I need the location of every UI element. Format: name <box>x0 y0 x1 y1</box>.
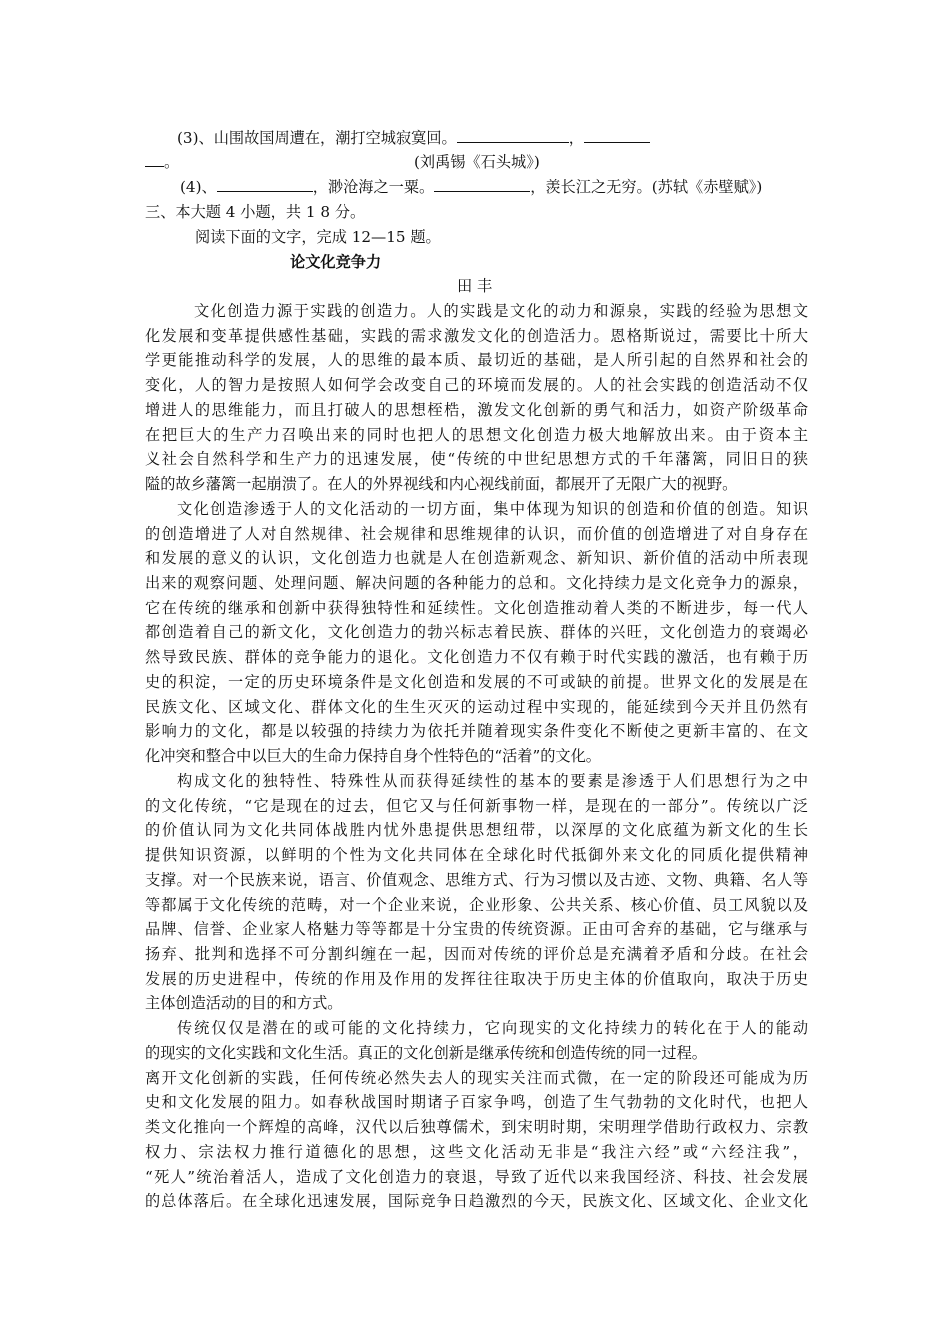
article-line: 主体创造活动的目的和方式。 <box>145 994 343 1012</box>
question-4-text-1: ，渺沧海之一粟。 <box>312 178 435 196</box>
article-line: 史和文化发展的阻力。如春秋战国时期诸子百家争鸣，创造了生气勃勃的文化时代，也把人 <box>145 1093 808 1111</box>
question-3-comma: ， <box>568 129 584 147</box>
article-line: 化发展和变革提供感性基础，实践的需求激发文化的创造活力。恩格斯说过，需要比十所大 <box>145 327 808 345</box>
article-line: 出来的观察问题、处理问题、解决问题的各种能力的总和。文化持续力是文化竞争力的源泉， <box>145 574 808 592</box>
article-line: 文化创造力源于实践的创造力。人的实践是文化的动力和源泉，实践的经验为思想文 <box>194 302 808 320</box>
article-author: 田 丰 <box>457 277 493 295</box>
article-line: 民族文化、区域文化、群体文化的生生灭灭的运动过程中实现的，能延续到今天并且仍然有 <box>145 698 808 716</box>
article-line: 都创造着自己的新文化，文化创造力的勃兴标志着民族、群体的兴旺，文化创造力的衰竭必 <box>145 623 808 641</box>
article-line: 文化创造渗透于人的文化活动的一切方面，集中体现为知识的创造和价值的创造。知识 <box>177 500 808 518</box>
article-line: 发展的历史进程中，传统的作用及作用的发挥往往取决于历史主体的价值取向，取决于历史 <box>145 970 808 988</box>
article-title: 论文化竞争力 <box>290 253 382 271</box>
article-line: 提供知识资源，以鲜明的个性为文化共同体在全球化时代抵御外来文化的同质化提供精神 <box>145 846 808 864</box>
answer-blank[interactable] <box>584 128 650 143</box>
article-line: 的价值认同为文化共同体战胜内忧外患提供思想纽带，以深厚的文化底蕴为新文化的生长 <box>145 821 808 839</box>
article-line: 传统仅仅是潜在的或可能的文化持续力，它向现实的文化持续力的转化在于人的能动 <box>177 1019 808 1037</box>
article-line: 等都属于文化传统的范畴，对一个企业来说，企业形象、公共关系、核心价值、员工风貌以及 <box>145 896 808 914</box>
article-line: 增进人的思维能力，而且打破人的思想桎梏，激发文化创新的勇气和活力，如资产阶级革命 <box>145 401 808 419</box>
section-heading: 三、本大题 4 小题，共 1 8 分。 <box>145 203 366 221</box>
article-line: 学更能推动科学的发展，人的思维的最本质、最切近的基础，是人所引起的自然界和社会的 <box>145 351 808 369</box>
article-line: 然导致民族、群体的竞争能力的退化。文化创造力不仅有赖于时代实践的激活，也有赖于历 <box>145 648 808 666</box>
article-line: 变化，人的智力是按照人如何学会改变自己的环境而发展的。人的社会实践的创造活动不仅 <box>145 376 808 394</box>
question-3-text: (3)、山围故国周遭在，潮打空城寂寞回。 <box>177 129 457 147</box>
question-3-line <box>177 128 650 148</box>
article-line: 类文化推向一个辉煌的高峰，汉代以后独尊儒术，到宋明时期，宋明理学借助行政权力、宗教 <box>145 1118 808 1136</box>
article-line: 的现实的文化实践和文化生活。真正的文化创新是继承传统和创造传统的同一过程。 <box>145 1044 707 1062</box>
article-line: 它在传统的继承和创新中获得独特性和延续性。文化创造推动着人类的不断进步，每一代人 <box>145 599 808 617</box>
article-line: 扬弃、批判和选择不可分割纠缠在一起，因而对传统的评价总是充满着矛盾和分歧。在社会 <box>145 945 808 963</box>
question-4-text-2: ，羡长江之无穷。(苏轼《赤壁赋》) <box>530 178 763 196</box>
article-line: 隘的故乡藩篱一起崩溃了。在人的外界视线和内心视线前面，都展开了无限广大的视野。 <box>145 475 738 493</box>
article-line: 权力、宗法权力推行道德化的思想，这些文化活动无非是“我注六经”或“六经注我”， <box>145 1143 808 1161</box>
article-line: 的文化传统，“它是现在的过去，但它又与任何新事物一样，是现在的一部分”。传统以广泛 <box>145 797 808 815</box>
article-line: 离开文化创新的实践，任何传统必然失去人的现实关注而式微，在一定的阶段还可能成为历 <box>145 1069 808 1087</box>
section-instruction: 阅读下面的文字，完成 12—15 题。 <box>195 228 441 246</box>
article-line: 史的积淀，一定的历史环境条件是文化创造和发展的不可或缺的前提。世界文化的发展是在 <box>145 673 808 691</box>
question-4-line <box>180 177 762 197</box>
article-line: 和发展的意义的认识，文化创造力也就是人在创造新观念、新知识、新价值的活动中所表现 <box>145 549 808 567</box>
answer-blank[interactable] <box>434 177 530 192</box>
answer-blank[interactable] <box>145 152 164 167</box>
article-line: 义社会自然科学和生产力的迅速发展，使“传统的中世纪思想方式的千年藩篱，同旧日的狭 <box>145 450 808 468</box>
article-line: 支撑。对一个民族来说，语言、价值观念、思维方式、行为习惯以及古迹、文物、典籍、名人等 <box>145 871 808 889</box>
article-line: “死人”统治着活人，造成了文化创造力的衰退，导致了近代以来我国经济、科技、社会发展 <box>145 1168 808 1186</box>
question-4-label: (4)、 <box>180 178 217 196</box>
question-3-continuation <box>145 152 179 172</box>
question-3-source: (刘禹锡《石头城》) <box>414 153 540 171</box>
article-line: 构成文化的独特性、特殊性从而获得延续性的基本的要素是渗透于人们思想行为之中 <box>177 772 808 790</box>
article-line: 的创造增进了人对自然规律、社会规律和思维规律的认识，而价值的创造增进了对自身存在 <box>145 525 808 543</box>
article-line: 影响力的文化，都是以较强的持续力为依托并随着现实条件变化不断使之更新丰富的、在文 <box>145 722 808 740</box>
article-line: 在把巨大的生产力召唤出来的同时也把人的思想文化创造力极大地解放出来。由于资本主 <box>145 426 808 444</box>
article-line: 化冲突和整合中以巨大的生命力保持自身个性特色的“活着”的文化。 <box>145 747 601 765</box>
question-3-end: 。 <box>164 153 180 171</box>
answer-blank[interactable] <box>217 177 313 192</box>
answer-blank[interactable] <box>457 128 569 143</box>
article-line: 的总体落后。在全球化迅速发展，国际竞争日趋激烈的今天，民族文化、区域文化、企业文化 <box>145 1192 808 1210</box>
article-line: 品牌、信誉、企业家人格魅力等等都是十分宝贵的传统资源。正由可舍弃的基础，它与继承与 <box>145 920 808 938</box>
